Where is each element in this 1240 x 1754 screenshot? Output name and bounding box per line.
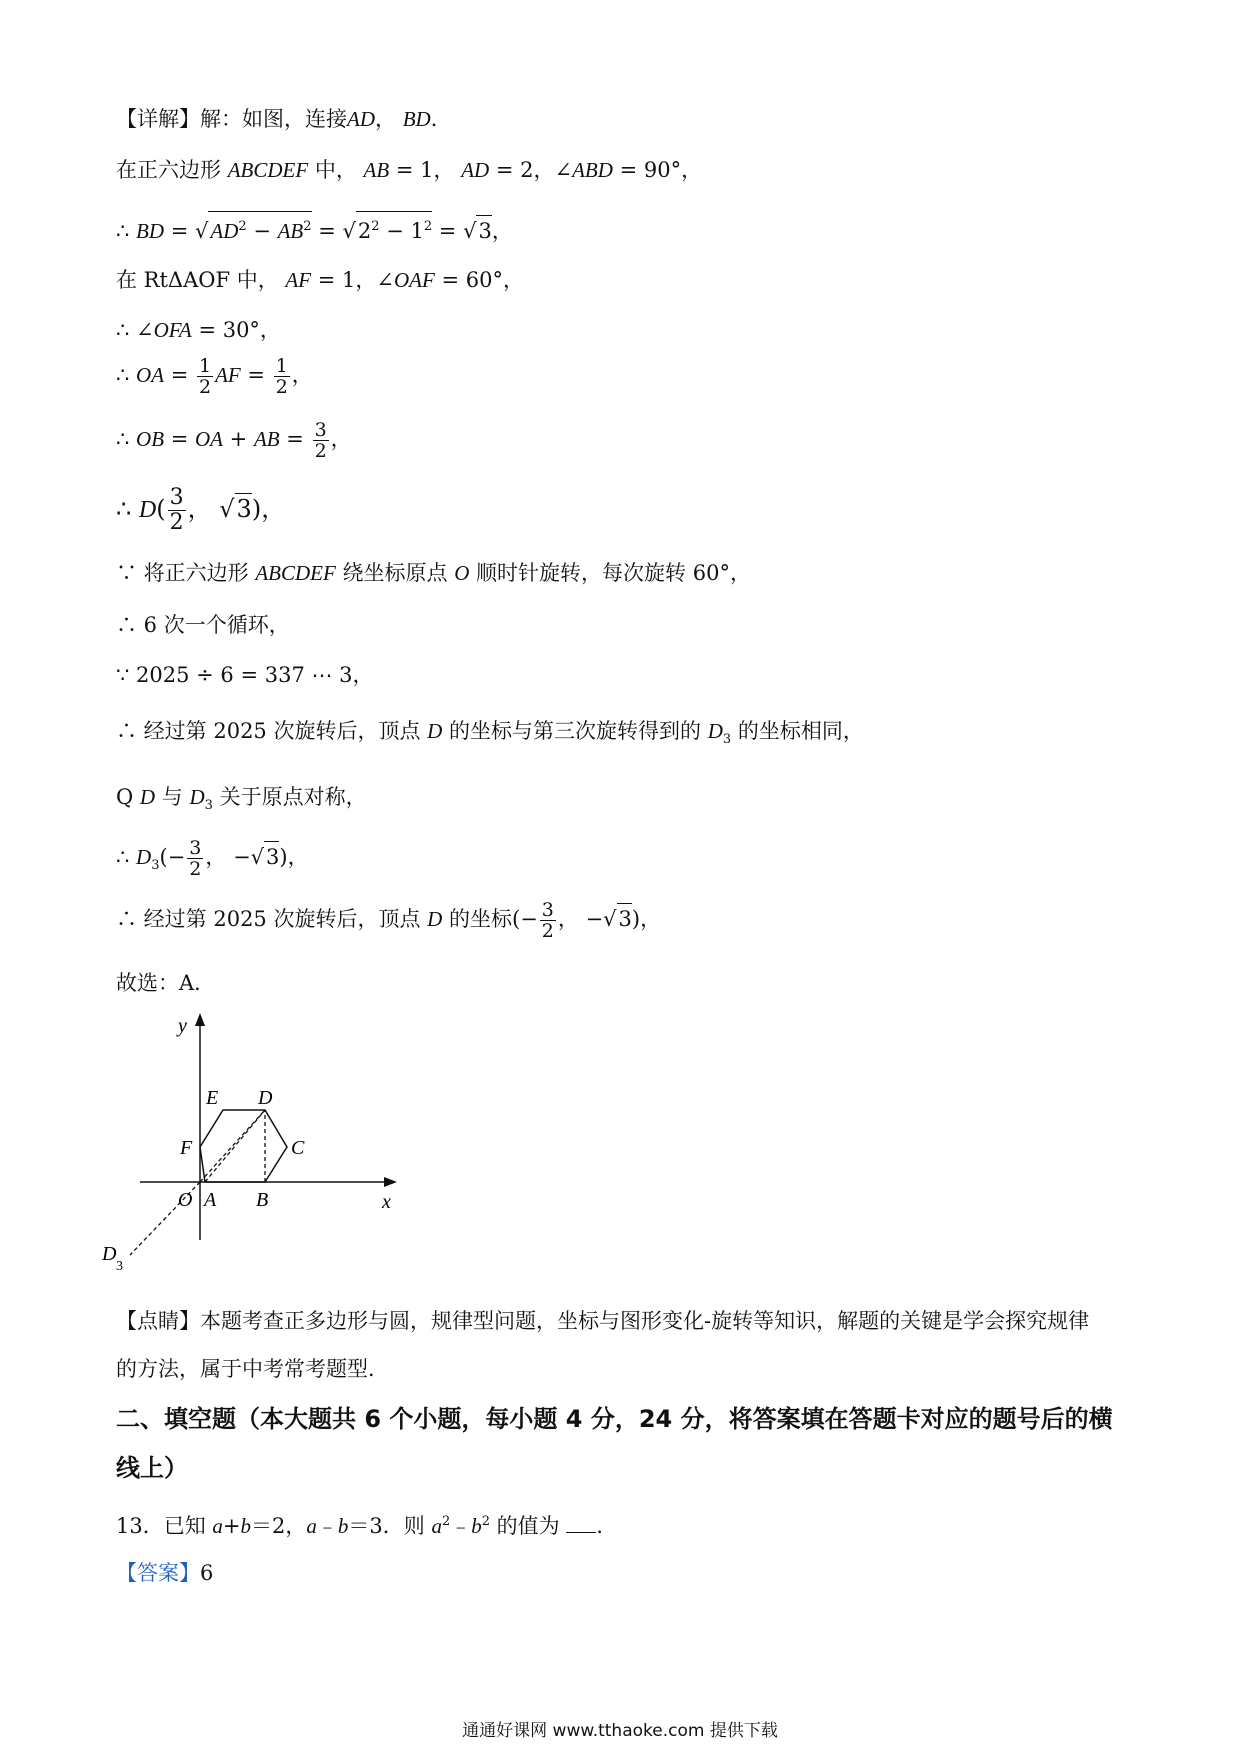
solution-line-11: ∵ 2025 ÷ 6 = 337 ⋯ 3，: [116, 663, 374, 687]
dianjing-line-1: 【点睛】本题考查正多边形与圆，规律型问题，坐标与图形变化-旋转等知识，解题的关键是学会探究规律: [116, 1309, 1090, 1333]
solution-line-16: 故选：A．: [116, 971, 216, 995]
label-F: F: [180, 1137, 193, 1159]
solution-line-2: 在正六边形 ABCDEF 中， AB = 1， AD = 2，∠ABD = 90°，: [116, 158, 703, 182]
solution-line-4: 在 RtΔAOF 中， AF = 1，∠OAF = 60°，: [116, 268, 524, 292]
label-D3-sub: 3: [116, 1259, 123, 1274]
label-B: B: [256, 1189, 269, 1211]
label-x: x: [382, 1191, 391, 1213]
solution-line-10: ∴ 6 次一个循环，: [116, 613, 290, 637]
label-C: C: [291, 1137, 305, 1159]
solution-line-1: 【详解】解：如图，连接AD， BD．: [116, 107, 452, 131]
section-heading-line-1: 二、填空题（本大题共 6 个小题，每小题 4 分，24 分，将答案填在答题卡对应的题号后的横: [116, 1405, 1113, 1433]
footer-text: 通通好课网 www.tthaoke.com 提供下载: [462, 1721, 778, 1741]
solution-line-12: ∴ 经过第 2025 次旋转后，顶点 D 的坐标与第三次旋转得到的 $D_3$ 的坐标相同，: [116, 719, 864, 748]
solution-line-7: ∴ OB = OA + AB = $\frac{3}{2}$ ，: [116, 419, 352, 462]
solution-line-3: ∴ BD = $√AD^2 - AB^2 = √2^2 - 1^2 = √3$，: [116, 211, 513, 246]
question-13: 13．已知 a+b＝2，a﹣b＝3．则 $a^2﹣b^2$ 的值为 ．: [116, 1514, 618, 1538]
solution-line-8: ∴ D( $\frac{3}{2}$ ， √3)，: [116, 485, 286, 535]
solution-line-5: ∴ ∠OFA = 30°，: [116, 318, 281, 342]
solution-line-9: ∵ 将正六边形 ABCDEF 绕坐标原点 O 顺时针旋转，每次旋转 60°，: [116, 561, 751, 585]
label-D: D: [258, 1087, 273, 1109]
label-D3: D: [102, 1243, 117, 1265]
section-heading-line-2: 线上）: [116, 1454, 188, 1482]
solution-line-15: ∴ 经过第 2025 次旋转后，顶点 D 的坐标(− $\frac{3}{2}$ ， −√3)，: [116, 899, 662, 942]
hexagon-figure: [100, 1010, 400, 1290]
label-O: O: [178, 1189, 193, 1211]
dianjing-line-2: 的方法，属于中考常考题型．: [116, 1357, 389, 1381]
label-E: E: [206, 1087, 219, 1109]
label-y: y: [178, 1015, 187, 1037]
solution-line-6: ∴ OA = $\frac{1}{2}$ AF = $\frac{1}{2}$ ，: [116, 355, 313, 398]
solution-line-13: Q D 与 $D_3$ 关于原点对称，: [116, 785, 367, 814]
solution-line-14: ∴ $D_3(-$ $\frac{3}{2}$ ， −√3)，: [116, 837, 309, 880]
label-A: A: [204, 1189, 217, 1211]
answer-line: 【答案】6: [116, 1561, 214, 1585]
